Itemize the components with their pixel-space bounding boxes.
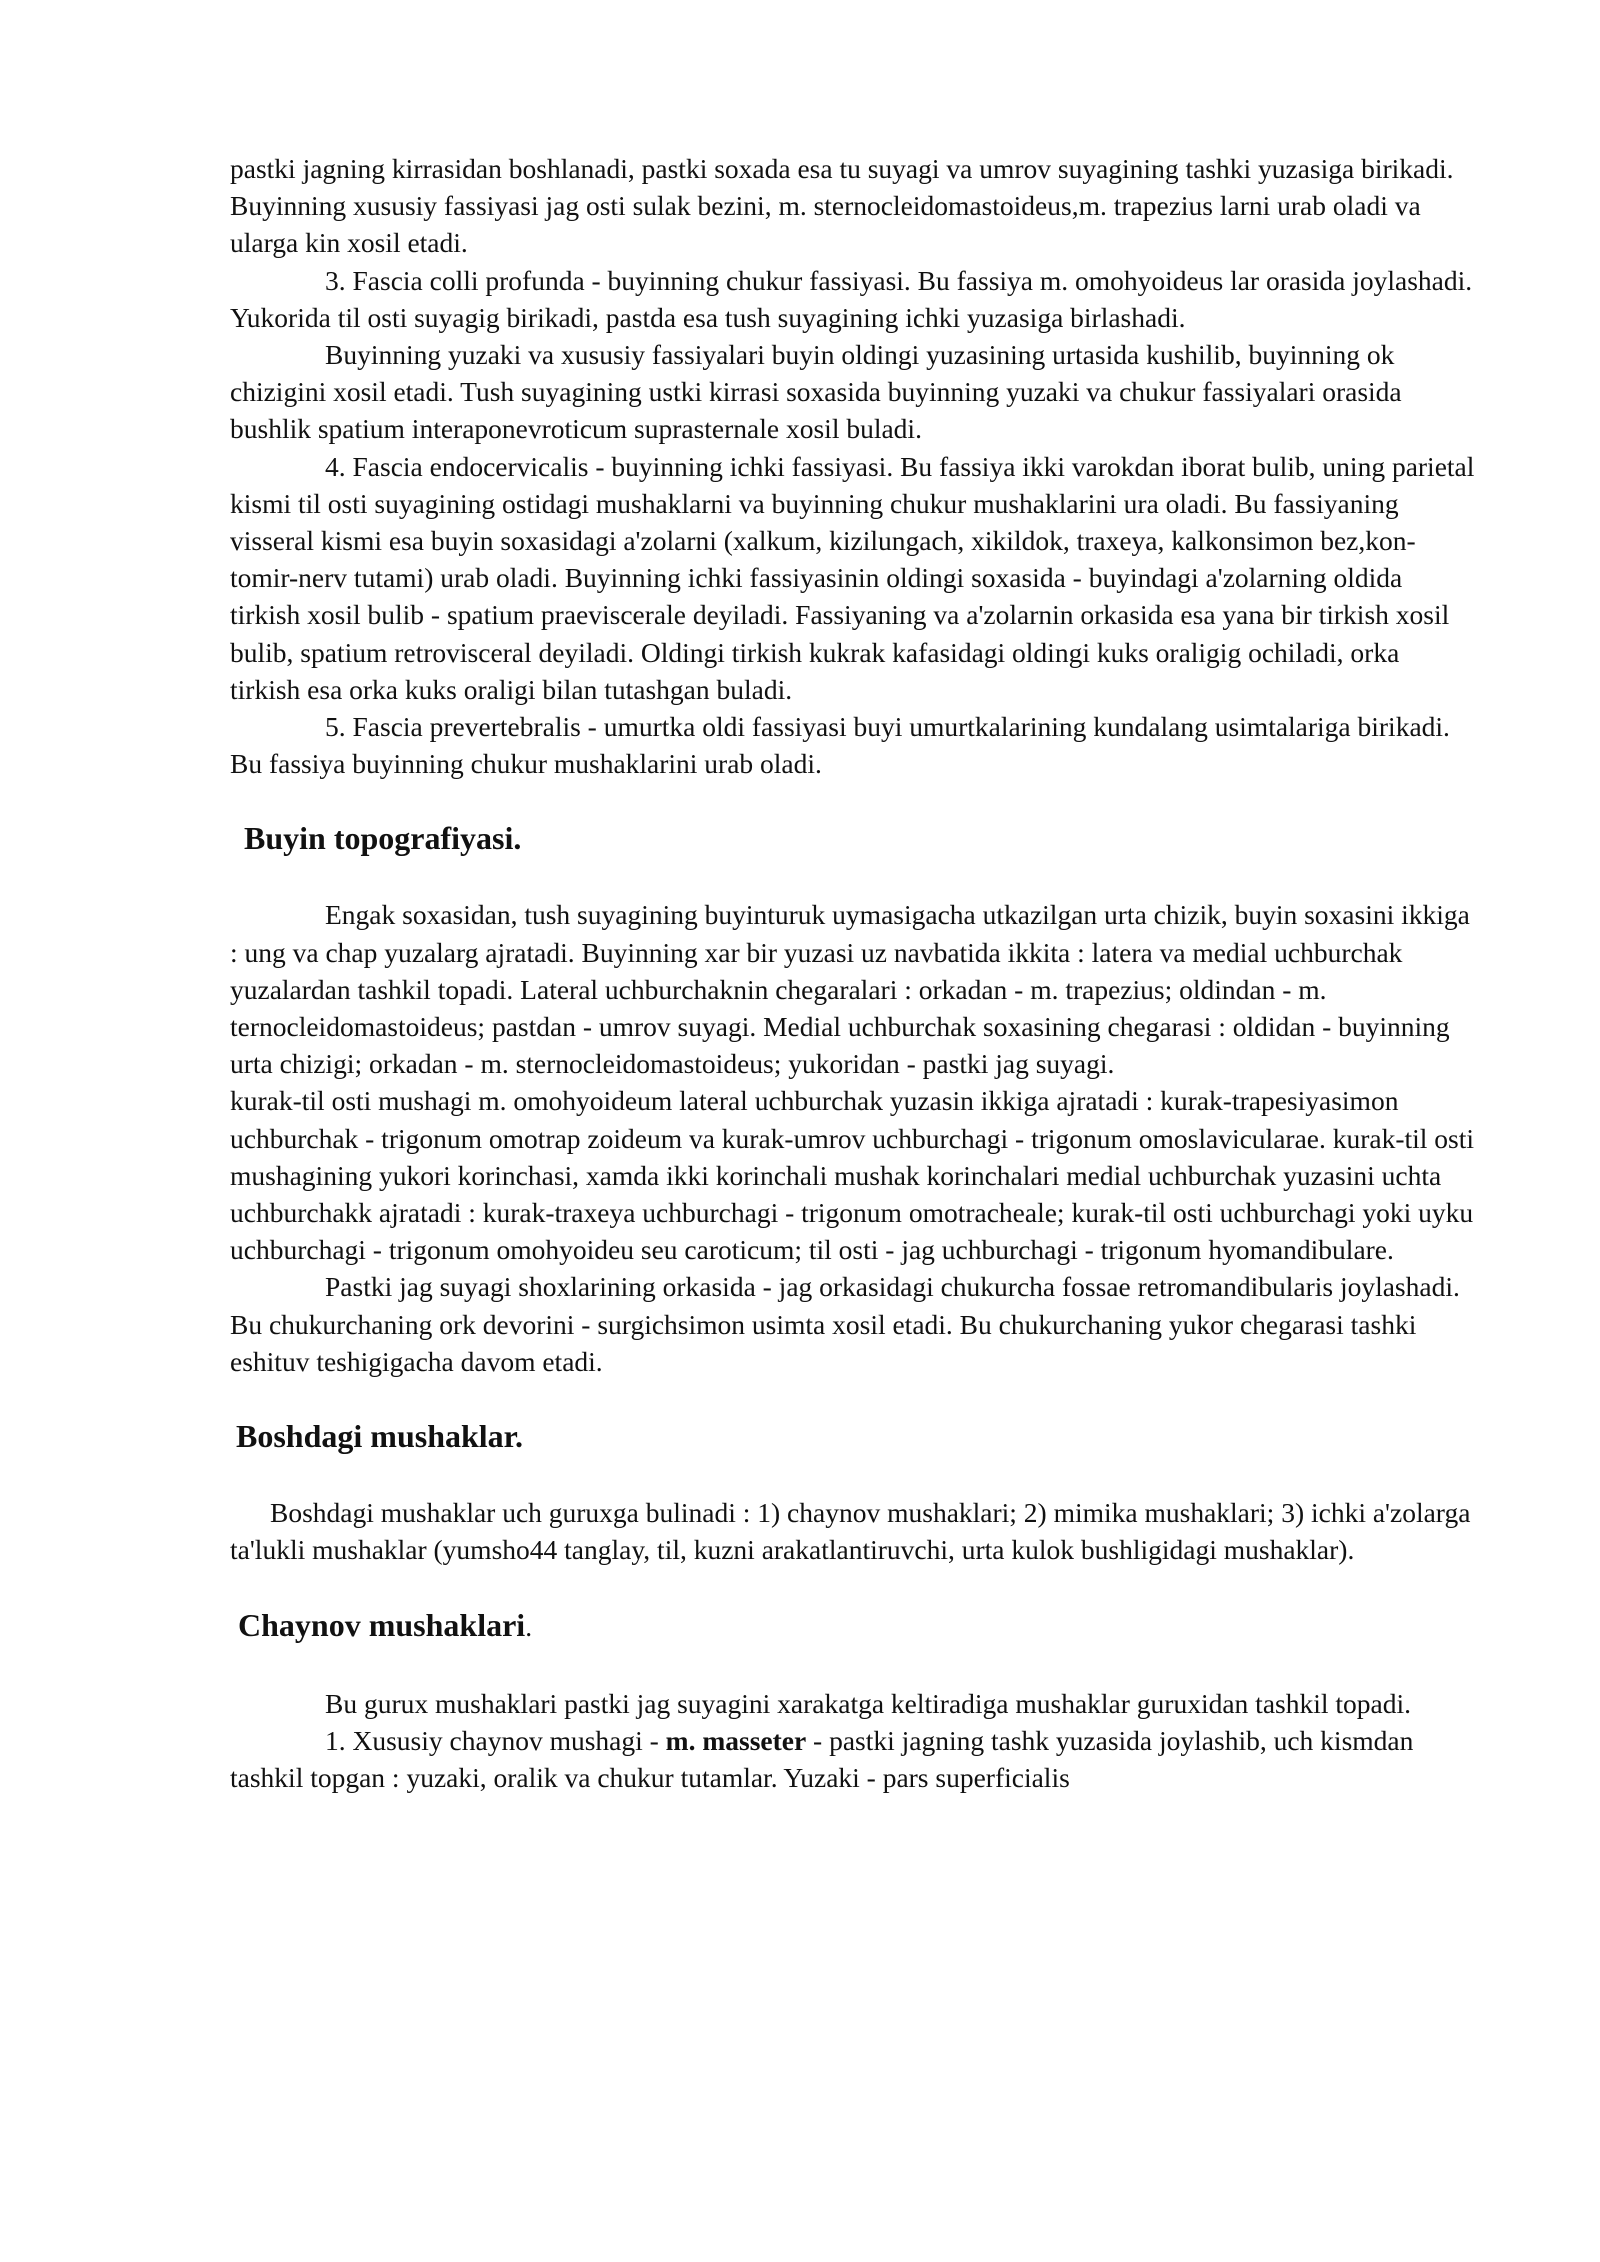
section-heading: Buyin topografiyasi. (244, 820, 522, 857)
spacer (230, 782, 1475, 818)
paragraph (230, 1722, 1475, 1796)
section-heading-text: Chaynov mushaklari (238, 1606, 526, 1643)
document-page (230, 150, 1475, 1796)
paragraph: pastki jagning kirrasidan boshlanadi, pastki soxada esa tu suyagi va umrov suyagining tashki yuzasiga birikadi. Buyinning xususiy fassiyasi jag osti sulak bezini, m. sternocleidomastoideus,m. trapezius larni urab oladi va ularga kin xosil etadi. (230, 153, 1454, 259)
spacer (230, 1647, 1475, 1685)
paragraph: 3. Fascia colli profunda - buyinning chukur fassiyasi. Bu fassiya m. omohyoideus lar orasida joylashadi. Yukorida til osti suyagig birikadi, pastda esa tush suyagining ichki yuzasiga birlashadi. (230, 264, 1473, 333)
spacer (230, 1456, 1475, 1494)
heading-period: . (525, 1610, 533, 1642)
paragraph-text: - pastki jagning tashk yuzasida joylashib, uch kismdan tashkil topgan : yuzaki, oralik va chukur tutamlar. Yuzaki - pars superficialis (230, 1724, 1414, 1793)
paragraph: 5. Fascia prevertebralis - umurtka oldi fassiyasi buyi umurtkalarining kundalang usimtalariga birikadi. Bu fassiya buyinning chukur mushaklarini urab oladi. (230, 711, 1450, 780)
spacer (230, 1380, 1475, 1416)
paragraph: Bu gurux mushaklari pastki jag suyagini xarakatga keltiradiga mushaklar guruxidan tashkil topadi. (325, 1687, 1411, 1719)
paragraph-text: 1. Xususiy chaynov mushagi - (325, 1724, 666, 1756)
section-heading (230, 1605, 1475, 1647)
paragraph: Pastki jag suyagi shoxlarining orkasida - jag orkasidagi chukurcha fossae retromandibularis joylashadi. Bu chukurchaning ork devorini - surgichsimon usimta xosil etadi. Bu chukurchaning yukor chegarasi tashki eshituv teshigigacha davom etadi. (230, 1271, 1460, 1377)
paragraph: Engak soxasidan, tush suyagining buyinturuk uymasigacha utkazilgan urta chizik, buyin soxasini ikkiga : ung va chap yuzalarg ajratadi. Buyinning xar bir yuzasi uz navbatida ikkita : latera va medial uchburchak yuzalardan tashkil topadi. Lateral uchburchaknin chegaralari : orkadan - m. trapezius; oldindan - m. ternocleidomastoideus; pastdan - umrov suyagi. Medial uchburchak soxasining chegarasi : oldidan - buyinning urta chizigi; orkadan - m. sternocleidomastoideus; yukoridan - pastki jag suyagi. (230, 899, 1470, 1080)
spacer (230, 1569, 1475, 1605)
paragraph: Buyinning yuzaki va xususiy fassiyalari buyin oldingi yuzasining urtasida kushilib, buyinning ok chizigini xosil etadi. Tush suyagining ustki kirrasi soxasida buyinning yuzaki va chukur fassiyalari orasida bushlik spatium interaponevroticum suprasternale xosil buladi. (230, 339, 1402, 445)
bold-term: m. masseter (665, 1724, 807, 1756)
section-heading: Boshdagi mushaklar. (236, 1418, 523, 1455)
spacer (230, 858, 1475, 896)
paragraph: Boshdagi mushaklar uch guruxga bulinadi : 1) chaynov mushaklari; 2) mimika mushaklari; 3) ichki a'zolarga ta'lukli mushaklar (yumsho44 tanglay, til, kuzni arakatlantiruvchi, urta kulok bushligidagi mushaklar). (230, 1497, 1471, 1566)
paragraph: 4. Fascia endocervicalis - buyinning ichki fassiyasi. Bu fassiya ikki varokdan iborat bulib, uning parietal kismi til osti suyagining ostidagi mushaklarni va buyinning chukur mushaklarini ura oladi. Bu fassiyaning visseral kismi esa buyin soxasidagi a'zolarni (xalkum, kizilungach, xikildok, traxeya, kalkonsimon bez,kon-tomir-nerv tutami) urab oladi. Buyinning ichki fassiyasinin oldingi soxasida - buyindagi a'zolarning oldida tirkish xosil bulib - spatium praeviscerale deyiladi. Fassiyaning va a'zolarnin orkasida esa yana bir tirkish xosil bulib, spatium retrovisceral deyiladi. Oldingi tirkish kukrak kafasidagi oldingi kuks oraligig ochiladi, orka tirkish esa orka kuks oraligi bilan tutashgan buladi. (230, 450, 1475, 705)
paragraph: kurak-til osti mushagi m. omohyoideum lateral uchburchak yuzasin ikkiga ajratadi : kurak-trapesiyasimon uchburchak - trigonum omotrap zoideum va kurak-umrov uchburchagi - trigonum omoslavicularae. kurak-til osti mushagining yukori korinchasi, xamda ikki korinchali mushak korinchalari medial uchburchak yuzasini uchta uchburchakk ajratadi : kurak-traxeya uchburchagi - trigonum omotracheale; kurak-til osti uchburchagi yoki uyku uchburchagi - trigonum omohyoideu seu caroticum; til osti - jag uchburchagi - trigonum hyomandibulare. (230, 1085, 1475, 1266)
